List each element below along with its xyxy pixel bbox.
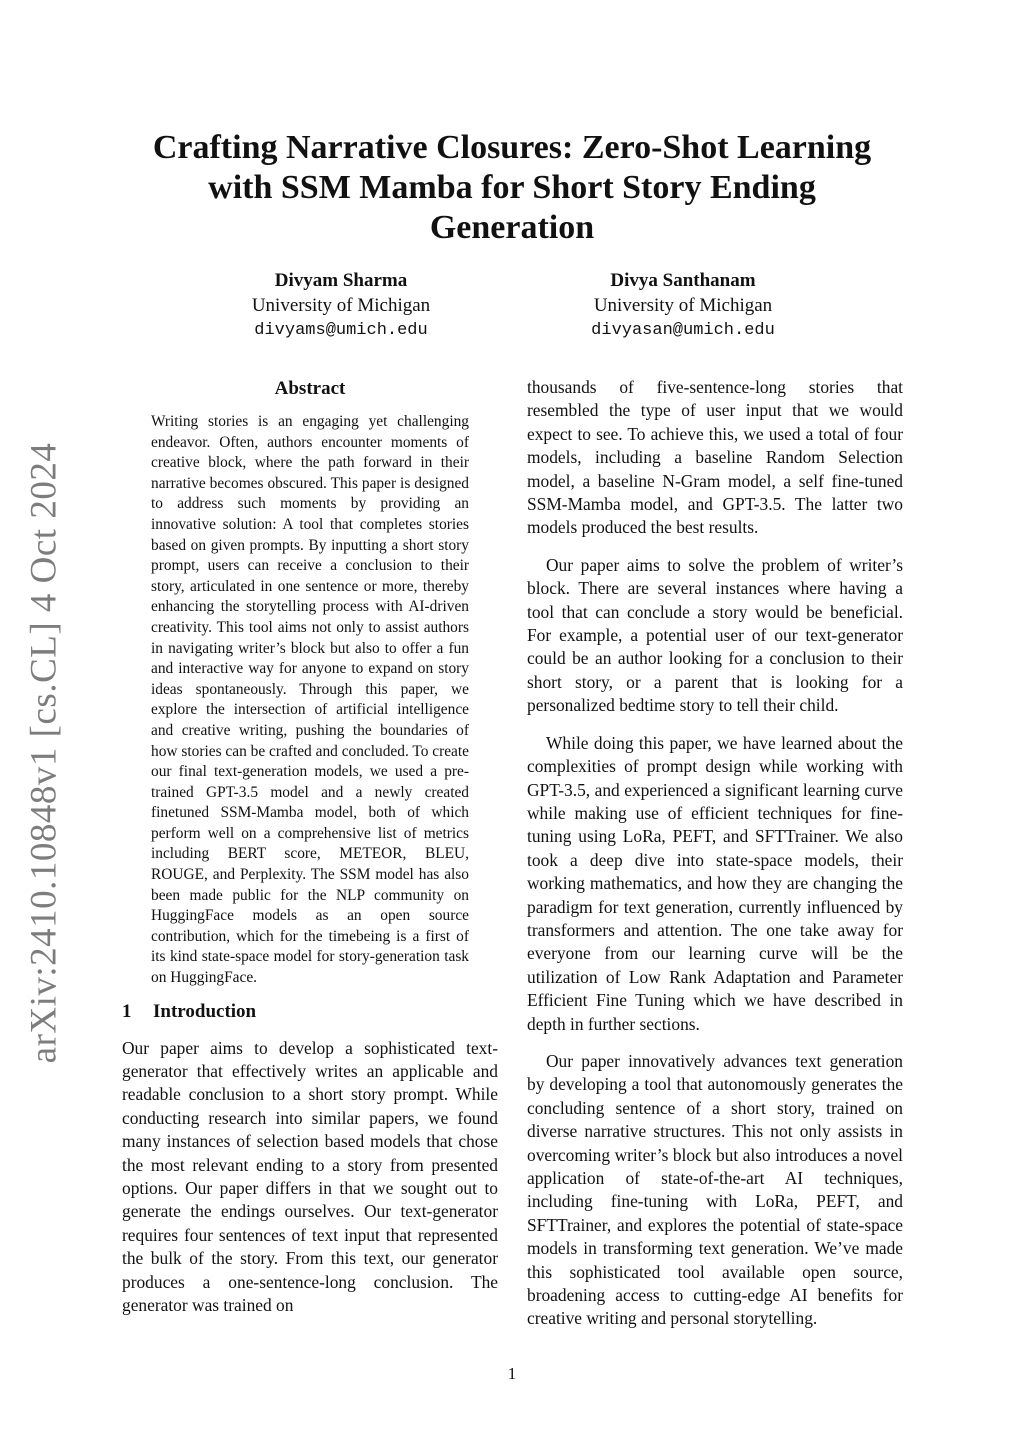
author-email[interactable]: divyasan@umich.edu [591, 321, 775, 340]
right-column [527, 376, 903, 1345]
author-email[interactable]: divyams@umich.edu [254, 321, 428, 340]
arxiv-identifier[interactable]: arXiv:2410.10848v1 [cs.CL] 4 Oct 2024 [23, 442, 65, 1064]
section-number: 1 [122, 1000, 132, 1022]
author-name: Divya Santhanam [610, 270, 756, 291]
abstract-heading: Abstract [274, 378, 346, 399]
section-title: Introduction [153, 1000, 257, 1022]
intro-paragraph-continued: thousands of five-sentence-long stories that resembled the type of user input that we would expect to see. To achieve this, we used a total of four models, including a baseline Random Selection model, a baseline N-Gram model, a self fine-tuned SSM-Mamba model, and GPT-3.5. The latter two models produced the best results. [527, 377, 903, 538]
intro-paragraph: Our paper aims to solve the problem of writer’s block. There are several instances where having a tool that can conclude a story would be beneficial. For example, a potential user of our text-generator could be an author looking for a conclusion to their short story, or a parent that is looking for a personalized bedtime story to tell their child. [527, 554, 903, 716]
paper-title: Crafting Narrative Closures: Zero-Shot Learning with SSM Mamba for Short Story Ending Generation [152, 129, 872, 246]
author-affiliation: University of Michigan [593, 295, 773, 316]
author-name: Divyam Sharma [274, 270, 408, 291]
page-number: 1 [507, 1364, 517, 1383]
abstract-text: Writing stories is an engaging yet challenging endeavor. Often, authors encounter moments of creative block, where the path forward in their narrative becomes obscured. This paper is designed to address such moments by providing an innovative solution: A tool that completes stories based on given prompts. By inputting a short story prompt, users can receive a conclusion to their story, articulated in one sentence or more, thereby enhancing the storytelling process with AI-driven creativity. This tool aims not only to assist authors in navigating writer’s block but also to offer a fun and interactive way for anyone to expand on story ideas spontaneously. Through this paper, we explore the intersection of artificial intelligence and creative writing, pushing the boundaries of how stories can be crafted and concluded. To create our final text-generation models, we used a pre-trained GPT-3.5 model and a newly created finetuned SSM-Mamba model, both of which perform well on a comprehensive list of metrics including BERT score, METEOR, BLEU, ROUGE, and Perplexity. The SSM model has also been made public for the NLP community on HuggingFace models as an open source contribution, which for the timebeing is a first of its kind state-space model for story-generation task on HuggingFace. [151, 413, 469, 987]
section-heading-introduction [122, 999, 498, 1025]
intro-paragraph: While doing this paper, we have learned about the complexities of prompt design while working with GPT-3.5, and experienced a significant learning curve while making use of efficient techniques for fine-tuning using LoRa, PEFT, and SFTTrainer. We also took a deep dive into state-space models, their working mathematics, and how they are changing the paradigm for text generation, currently influenced by transformers and attention. The one take away for everyone from our learning curve will be the utilization of Low Rank Adaptation and Parameter Efficient Fine Tuning which we have described in depth in further sections. [527, 732, 903, 1034]
author-block-2 [543, 268, 823, 343]
author-affiliation: University of Michigan [251, 295, 431, 316]
intro-paragraph: Our paper innovatively advances text generation by developing a tool that autonomously generates the concluding sentence of a short story, trained on diverse narrative structures. This not only assists in overcoming writer’s block but also introduces a novel application of state-of-the-art AI techniques, including fine-tuning with LoRa, PEFT, and SFTTrainer, and explores the potential of state-space models in transforming text generation. We’ve made this sophisticated tool available open source, broadening access to cutting-edge AI benefits for creative writing and personal storytelling. [527, 1050, 903, 1329]
left-column [122, 376, 498, 1332]
intro-paragraph: Our paper aims to develop a sophisticated text-generator that effectively writes an applicable and readable conclusion to a short story prompt. While conducting research into similar papers, we found many instances of selection based models that chose the most relevant ending to a story from presented options. Our paper differs in that we sought out to generate the endings ourselves. Our text-generator requires four sentences of text input that represented the bulk of the story. From this text, our generator produces a one-sentence-long conclusion. The generator was trained on [122, 1037, 498, 1316]
author-block-1 [201, 268, 481, 343]
